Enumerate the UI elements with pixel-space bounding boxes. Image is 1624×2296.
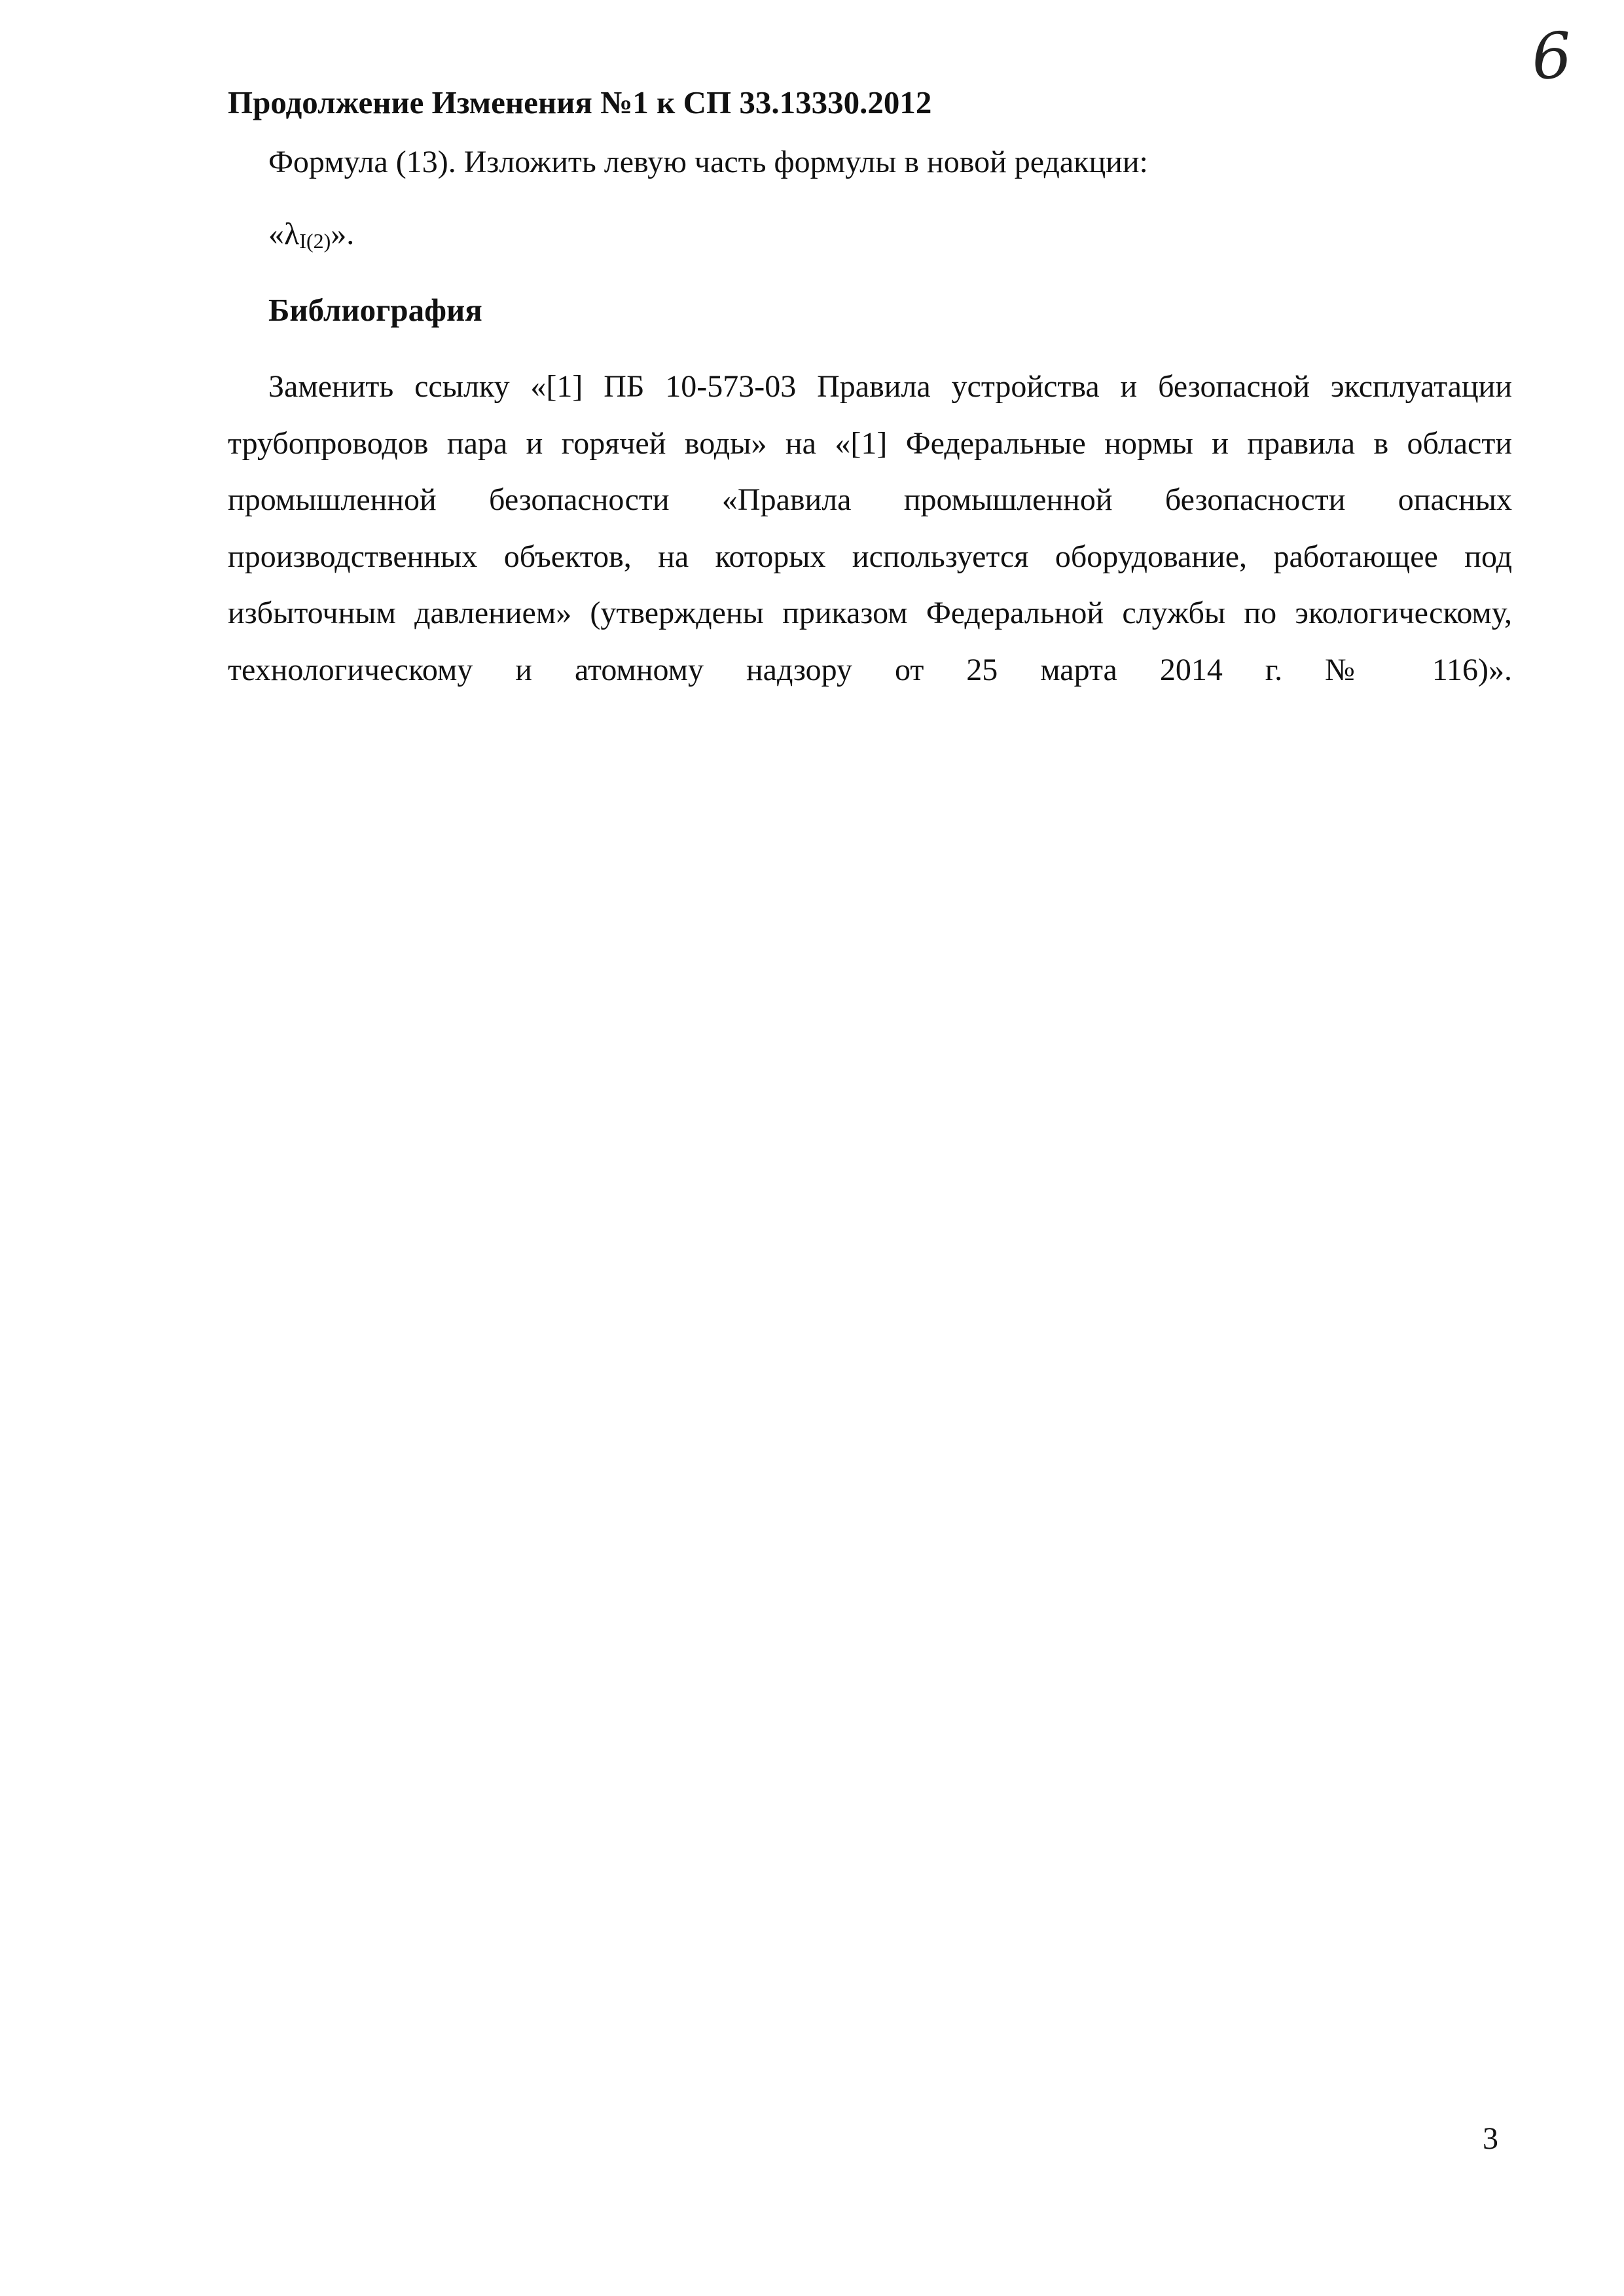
- formula-instruction: Формула (13). Изложить левую часть формулы в новой редакции:: [268, 145, 1148, 179]
- formula-symbol-close: ».: [331, 217, 355, 251]
- bibliography-paragraph: [228, 359, 1512, 698]
- paragraph-line: производственных объектов, на которых используется оборудование, работающее под: [228, 539, 1512, 574]
- paragraph-line: промышленной безопасности «Правила промышленной безопасности опасных: [228, 482, 1512, 517]
- handwritten-page-number: 6: [1529, 18, 1574, 94]
- page-number: 3: [1483, 2121, 1498, 2156]
- formula-symbol-subscript: I(2): [299, 229, 331, 253]
- header-title: Продолжение Изменения №1 к СП 33.13330.2012: [228, 84, 932, 120]
- paragraph-line: технологическому и атомному надзору от 25 марта 2014 г. № 116)».: [228, 652, 1512, 687]
- formula-symbol-open: «λ: [268, 217, 300, 251]
- paragraph-line: трубопроводов пара и горячей воды» на «[1] Федеральные нормы и правила в области: [228, 425, 1512, 461]
- paragraph-line: Заменить ссылку «[1] ПБ 10-573-03 Правила устройства и безопасной эксплуатации: [268, 369, 1512, 404]
- paragraph-line: избыточным давлением» (утверждены приказом Федеральной службы по экологическому,: [228, 596, 1512, 630]
- section-heading-bibliography: Библиография: [268, 292, 482, 328]
- formula-symbol: [268, 216, 354, 253]
